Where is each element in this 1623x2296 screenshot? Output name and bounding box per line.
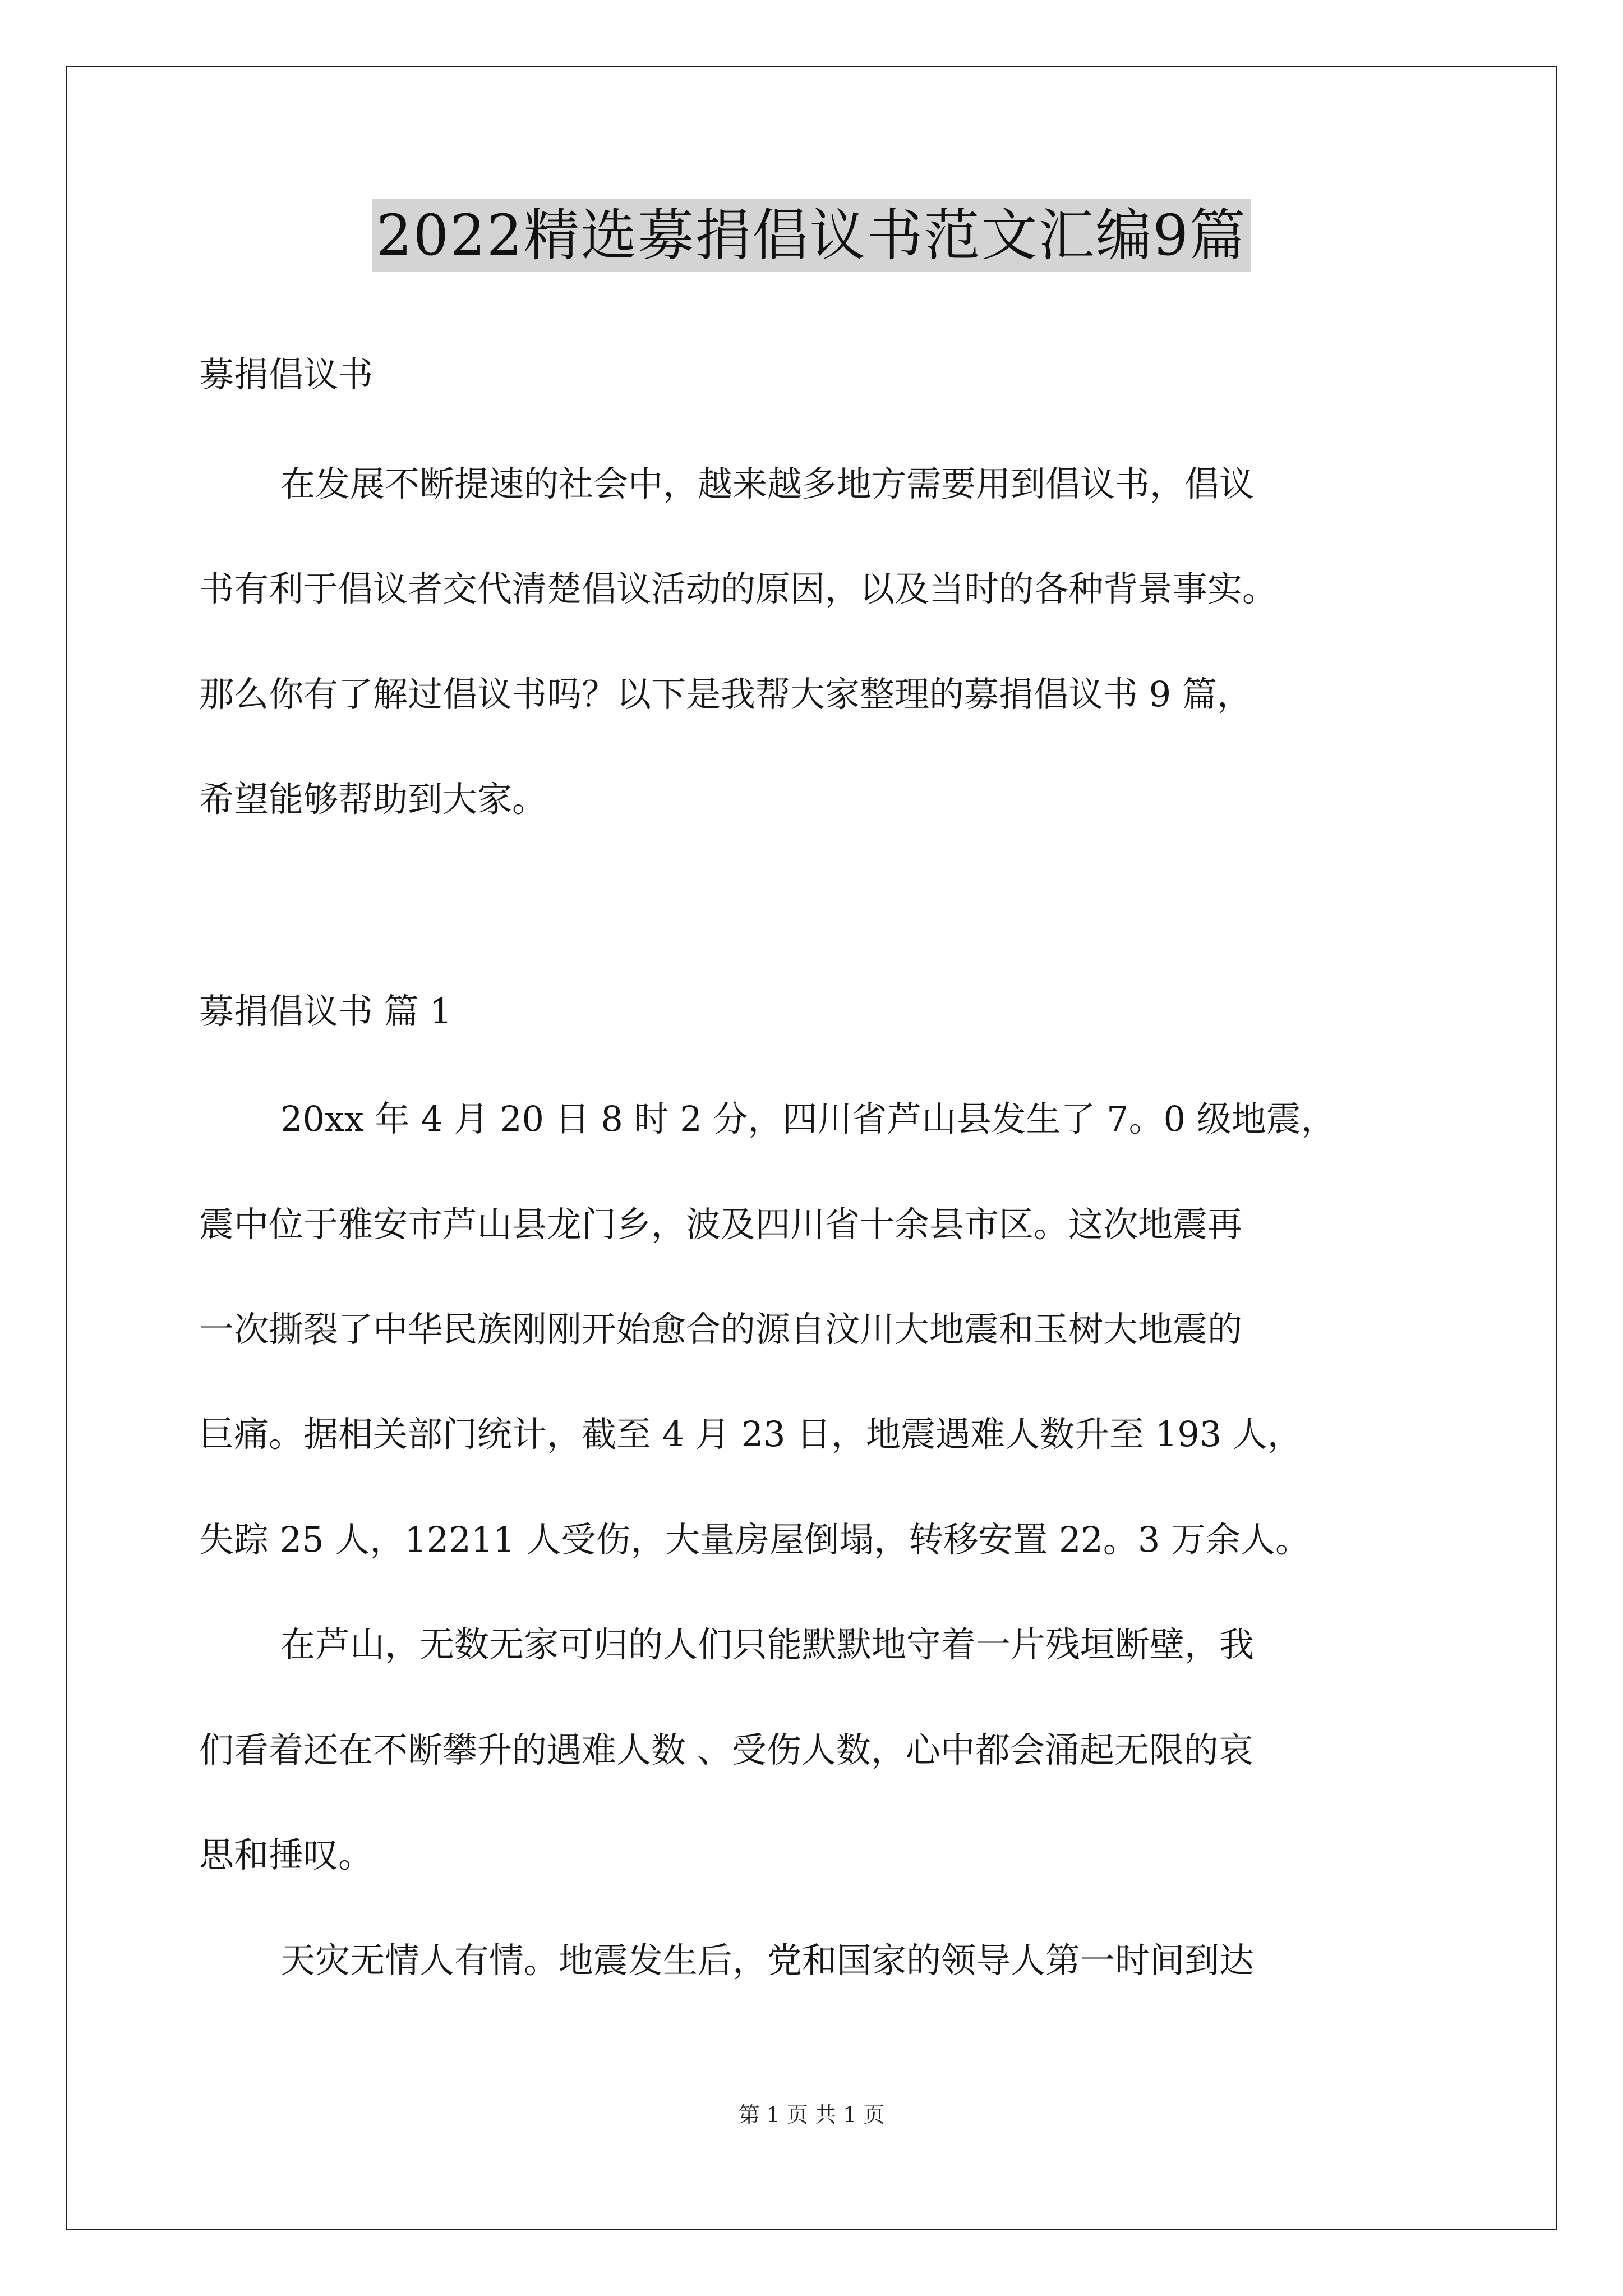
intro-line-1: 在发展不断提速的社会中，越来越多地方需要用到倡议书，倡议 — [280, 463, 1255, 504]
document-title: 2022精选募捐倡议书范文汇编9篇 — [372, 199, 1251, 272]
paragraph-1-line-3: 一次撕裂了中华民族刚刚开始愈合的源自汶川大地震和玉树大地震的 — [199, 1309, 1243, 1350]
paragraph-3-line-1: 天灾无情人有情。地震发生后，党和国家的领导人第一时间到达 — [280, 1940, 1255, 1981]
article-heading: 募捐倡议书 篇 1 — [199, 991, 452, 1032]
paragraph-2-line-3: 思和捶叹。 — [199, 1834, 374, 1875]
paragraph-2-line-2: 们看着还在不断攀升的遇难人数 、受伤人数，心中都会涌起无限的哀 — [199, 1729, 1253, 1770]
section-heading: 募捐倡议书 — [199, 354, 374, 395]
paragraph-1-line-2: 震中位于雅安市芦山县龙门乡，波及四川省十余县市区。这次地震再 — [199, 1204, 1243, 1245]
paragraph-1-line-4: 巨痛。据相关部门统计，截至 4 月 23 日，地震遇难人数升至 193 人， — [199, 1414, 1302, 1455]
paragraph-1-line-5: 失踪 25 人，12211 人受伤，大量房屋倒塌，转移安置 22。3 万余人。 — [199, 1519, 1311, 1560]
title-container — [0, 199, 1623, 272]
intro-line-2: 书有利于倡议者交代清楚倡议活动的原因，以及当时的各种背景事实。 — [199, 568, 1278, 609]
paragraph-1-line-1: 20xx 年 4 月 20 日 8 时 2 分，四川省芦山县发生了 7。0 级地震， — [280, 1098, 1336, 1139]
intro-line-4: 希望能够帮助到大家。 — [199, 779, 547, 820]
paragraph-2-line-1: 在芦山，无数无家可归的人们只能默默地守着一片残垣断壁，我 — [280, 1624, 1255, 1665]
page-footer: 第 1 页 共 1 页 — [738, 2102, 885, 2127]
intro-line-3: 那么你有了解过倡议书吗？以下是我帮大家整理的募捐倡议书 9 篇， — [199, 674, 1252, 715]
